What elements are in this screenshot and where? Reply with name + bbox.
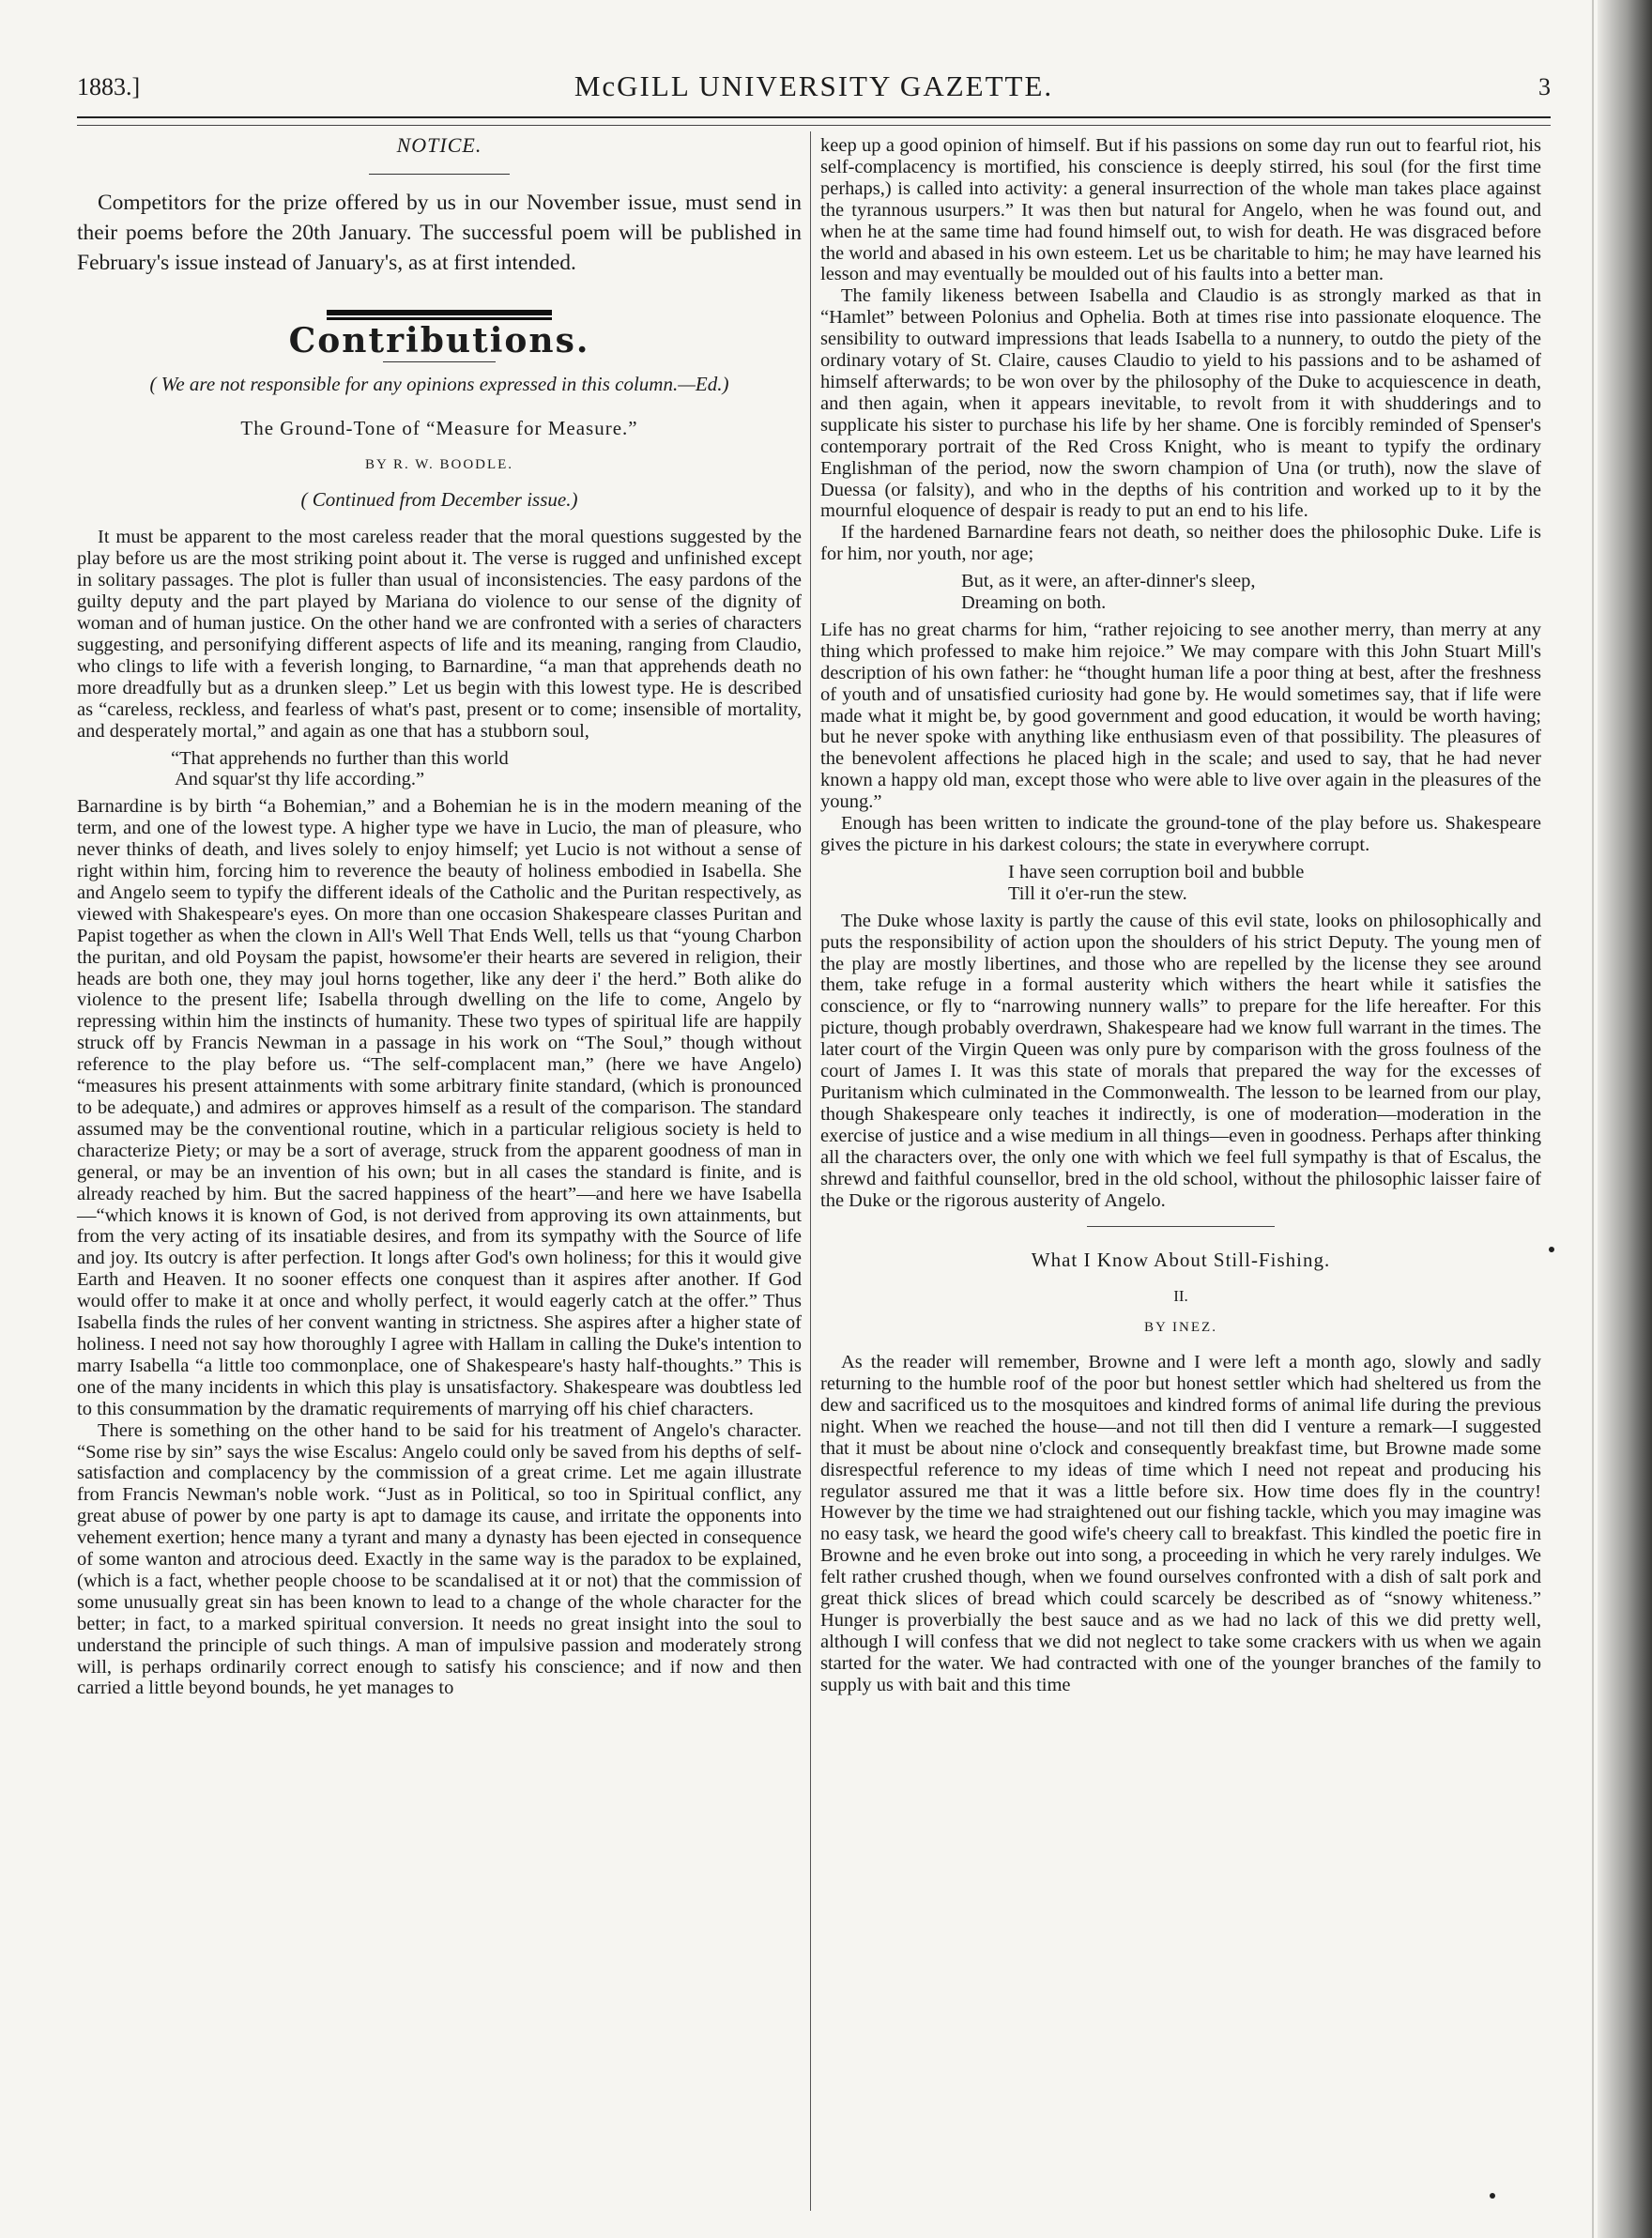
column-divider bbox=[810, 131, 811, 2211]
contributions-heading: Contributions. bbox=[288, 320, 590, 360]
notice-text: Competitors for the prize offered by us in our November issue, must send in their poems before the 20th January. The successful poem will be published in February's issue instead of January's, as at first intended. bbox=[77, 190, 802, 275]
ink-speck bbox=[1490, 2193, 1495, 2199]
verse-line: And squar'st thy life according.” bbox=[175, 769, 425, 790]
left-column bbox=[77, 135, 802, 1699]
article-paragraph: There is something on the other hand to be said for his treatment of Angelo's character. “Some rise by sin” says the wise Escalus: Angelo could only be saved from his depths of self-satisfaction and complacency by the commission of a great crime. Let me again illustrate from Francis Newman's noble work. “Just as in Political, so too in Spiritual conflict, any great abuse of power by one party is apt to damage its cause, and irritate the opponents into vehement exertion; hence many a tyrant and many a dynasty has been ejected in consequence of some wanton and atrocious deed. Exactly in the same way is the paradox to be explained, (which is a fact, whether people choose to be scandalised at it or not) that the commission of some unusually great sin has been known to lead to a change of the whole character for the better; in fact, to a marked spiritual conversion. It needs no great insight into the soul to understand the principle of such things. A man of impulsive passion and moderately strong will, is perhaps ordinarily correct enough to satisfy his conscience; and if now and then carried a little beyond bounds, he yet manages to bbox=[77, 1419, 802, 1699]
newspaper-page bbox=[77, 56, 1551, 2215]
article-separator bbox=[1087, 1226, 1275, 1227]
header-rule bbox=[77, 116, 1551, 126]
scan-edge-shadow bbox=[1598, 0, 1652, 2238]
ink-speck bbox=[1549, 1247, 1554, 1252]
verse-line: But, as it were, an after-dinner's sleep, bbox=[961, 571, 1256, 592]
notice-title: NOTICE. bbox=[396, 133, 482, 157]
section-rule bbox=[327, 310, 552, 317]
header-title: McGILL UNIVERSITY GAZETTE. bbox=[574, 69, 1054, 102]
verse-quote bbox=[820, 862, 1541, 905]
verse-quote bbox=[77, 748, 802, 791]
article-paragraph: Enough has been written to indicate the ground-tone of the play before us. Shakespeare gives the picture in his darkest colours; the state in everywhere corrupt. bbox=[820, 813, 1541, 855]
article-paragraph: Barnardine is by birth “a Bohemian,” and a Bohemian he is in the modern meaning of the term, and one of the lowest type. A higher type we have in Lucio, the man of pleasure, who never thinks of death, and lives solely to enjoy himself; yet Lucio is not without a sense of right within him, forcing him to reverence the beauty of holiness embodied in Isabella. She and Angelo seem to typify the different ideals of the Catholic and the Puritan respectively, as viewed with Shakespeare's eyes. On more than one occasion Shakespeare classes Puritan and Papist together as when the clown in All's Well That Ends Well, tells us that “young Charbon the puritan, and old Poysam the papist, howsome'er their hearts are severed in religion, their heads are both one, they may joul horns together, like any deer i' the herd.” Both alike do violence to the present life; Isabella through dwelling on the life to come, Angelo by repressing within him the instincts of humanity. These two types of spiritual life are happily struck off by Francis Newman in a passage in his work on “The Soul,” though without reference to the play before us. “The self-complacent man,” (here we have Angelo) “measures his present attainments with some arbitrary finite standard, (which is pronounced to be adequate,) and admires or approves himself as a result of the comparison. The standard assumed may be the conventional routine, which in a particular religious society is held to characterize Piety; or may be a sort of average, struck from the apparent goodness of man in general, or may be an invention of his own; but in all cases the standard is finite, and is already reached by him. But the sacred happiness of the heart”—and here we have Isabella—“which knows it is known of God, is not derived from approving its own attainments, but from the very acting of its insatiable desires, and from its sympathy with the Source of life and joy. Its outcry is after perfection. It longs after God's own holiness; for this it would give Earth and Heaven. It no sooner effects one conquest than it aspires after another. If God would offer to make it at once and wholly perfect, it would eagerly catch at the offer.” Thus Isabella finds the rules of her convent wanting in strictness. She aspires after a higher state of holiness. I need not say how thoroughly I agree with Hallam in calling the Duke's intention to marry Isabella “a little too commonplace, one of Shakespeare's hasty half-thoughts.” This is one of the many incidents in which this play is unsatisfactory. Shakespeare was doubtless led to this consummation by the dramatic requirements of marrying off his chief characters. bbox=[77, 796, 802, 1419]
page-header bbox=[77, 56, 1551, 113]
right-column bbox=[820, 135, 1541, 1696]
notice-rule bbox=[369, 174, 510, 175]
article-paragraph: If the hardened Barnardine fears not death, so neither does the philosophic Duke. Life is for him, nor youth, nor age; bbox=[820, 522, 1541, 565]
verse-line: I have seen corruption boil and bubble bbox=[1008, 861, 1305, 882]
contributions-disclaimer: ( We are not responsible for any opinions expressed in this column.—Ed.) bbox=[149, 372, 729, 395]
header-year: 1883.] bbox=[77, 73, 141, 100]
article-paragraph: It must be apparent to the most careless reader that the moral questions suggested by the play before us are the most striking point about it. The verse is rugged and unfinished except in solitary passages. The plot is fuller than usual of inconsistencies. The easy pardons of the guilty deputy and the part played by Mariana do violence to our sense of the dignity of woman and of human justice. On the other hand we are confronted with a series of characters suggesting, and personifying different aspects of life and its meaning, ranging from Claudio, who clings to life with a feverish longing, to Barnardine, “a man that apprehends death no more dreadfully but as a drunken sleep.” Let us begin with this lowest type. He is described as “careless, reckless, and fearless of what's past, present or to come; insensible of mortality, and desperately mortal,” and again as one that has a stubborn soul, bbox=[77, 527, 802, 742]
article-paragraph: keep up a good opinion of himself. But if his passions on some day run out to fearful riot, his self-complacency is mortified, his conscience is deeply stirred, his soul (for the first time perhaps,) is called into activity: a general insurrection of the whole man takes place against the tyrannous usurpers.” It was then but natural for Angelo, when he was found out, and when he at the same time had found himself out, to wish for death. He was disgraced before the world and abased in his own esteem. Let us be charitable to him; he may have learned his lesson and may eventually be moulded out of his faults into a better man. bbox=[820, 135, 1541, 285]
article-paragraph: The family likeness between Isabella and Claudio is as strongly marked as that in “Hamlet” between Polonius and Ophelia. Both at times rise into passionate eloquence. The sensibility to outward impressions that leads Isabella to a nunnery, to outdo the piety of the ordinary votary of St. Claire, causes Claudio to yield to his passions and to be ashamed of himself afterwards; to be won over by the philosophy of the Duke to acquiescence in death, and then again, when it appears inevitable, to revolt from it with shudderings and to supplicate his sister to purchase his life by her shame. One is forcibly reminded of Spenser's contemporary portrait of the Red Cross Knight, who is meant to typify the ordinary Englishman of the period, now the sworn champion of Una (or truth), now the slave of Duessa (or falsity), and who in the depths of his contrition and worked up to it by the mournful eloquence of despair is ready to put an end to his life. bbox=[820, 285, 1541, 522]
article-title: The Ground-Tone of “Measure for Measure.” bbox=[240, 416, 638, 439]
article-paragraph: Life has no great charms for him, “rather rejoicing to see another merry, than merry at any thing which professed to make him rejoice.” We may compare with this John Stuart Mill's description of his own father: he “thought human life a poor thing at best, after the freshness of youth and of unsatisfied curiosity had gone by. He would sometimes say, that if life were made what it might be, by good government and good education, it would be worth having; but he never spoke with anything like enthusiasm even of that possibility. The pleasures of the benevolent affections he placed high in the scale; and used to say, that he had never known a happy old man, except those who were able to live over again in the pleasures of the young.” bbox=[820, 619, 1541, 813]
article-paragraph: The Duke whose laxity is partly the cause of this evil state, looks on philosophically and puts the responsibility of action upon the shoulders of his strict Deputy. The young men of the play are mostly libertines, and those who are repelled by the license they see around them, take refuge in a formal austerity which withers the heart while it satisfies the conscience, or fly to “narrowing nunnery walls” to prepare for the life hereafter. For this picture, though probably overdrawn, Shakespeare had we know full warrant in the times. The later court of the Virgin Queen was only pure by comparison with the gross foulness of the court of James I. It was this state of morals that prepared the way for the excesses of Puritanism which culminated in the Commonwealth. The lesson to be learned from our play, though Shakespeare only teaches it indirectly, is one of moderation—moderation in the exercise of justice and a wise medium in all things—even in goodness. Perhaps after thinking all the characters over, the only one with which we feel full sympathy is that of Escalus, the shrewd and faithful counsellor, bred in the old school, without the philosophic laisser faire of the Duke or the rigorous austerity of Angelo. bbox=[820, 910, 1541, 1211]
verse-line: Till it o'er-run the stew. bbox=[1008, 882, 1187, 904]
page-edge-line bbox=[1592, 0, 1594, 2238]
verse-line: Dreaming on both. bbox=[961, 592, 1107, 614]
header-page-number: 3 bbox=[1538, 73, 1551, 100]
article-byline: BY R. W. BOODLE. bbox=[364, 456, 514, 472]
verse-quote bbox=[820, 571, 1541, 614]
contributions-rule bbox=[383, 361, 496, 362]
verse-line: “That apprehends no further than this world bbox=[171, 747, 509, 769]
article-byline: BY INEZ. bbox=[1144, 1320, 1217, 1336]
article-continued-note: ( Continued from December issue.) bbox=[300, 487, 578, 511]
article-part-numeral: II. bbox=[1173, 1287, 1188, 1306]
article-title: What I Know About Still-Fishing. bbox=[1031, 1249, 1331, 1272]
article-paragraph: As the reader will remember, Browne and I were left a month ago, slowly and sadly returning to the humble roof of the poor but honest settler which had sheltered us from the dew and sacrificed us to the mosquitoes and kindred forms of animal life during the previous night. When we reached the house—and not till then did I venture a remark—I suggested that it must be about nine o'clock and consequently breakfast time, but Browne made some disrespectful reference to my ideas of time which I need not repeat and producing his regulator assured me that it was a little before six. How time does fly in the country! However by the time we had straightened out our fishing tackle, which you may imagine was no easy task, we heard the good wife's cheery call to breakfast. This kindled the poetic fire in Browne and he even broke out into song, a proceeding in which he very rarely indulges. We felt rather crushed though, when we found ourselves confronted with a dish of salt pork and great thick slices of bread which could scarcely be described as of “snowy whiteness.” Hunger is proverbially the best sauce and as we had no lack of this we did pretty well, although I will confess that we did not neglect to take some crackers with us when we again started for the water. We had contracted with one of the younger branches of the family to supply us with bait and this time bbox=[820, 1352, 1541, 1695]
